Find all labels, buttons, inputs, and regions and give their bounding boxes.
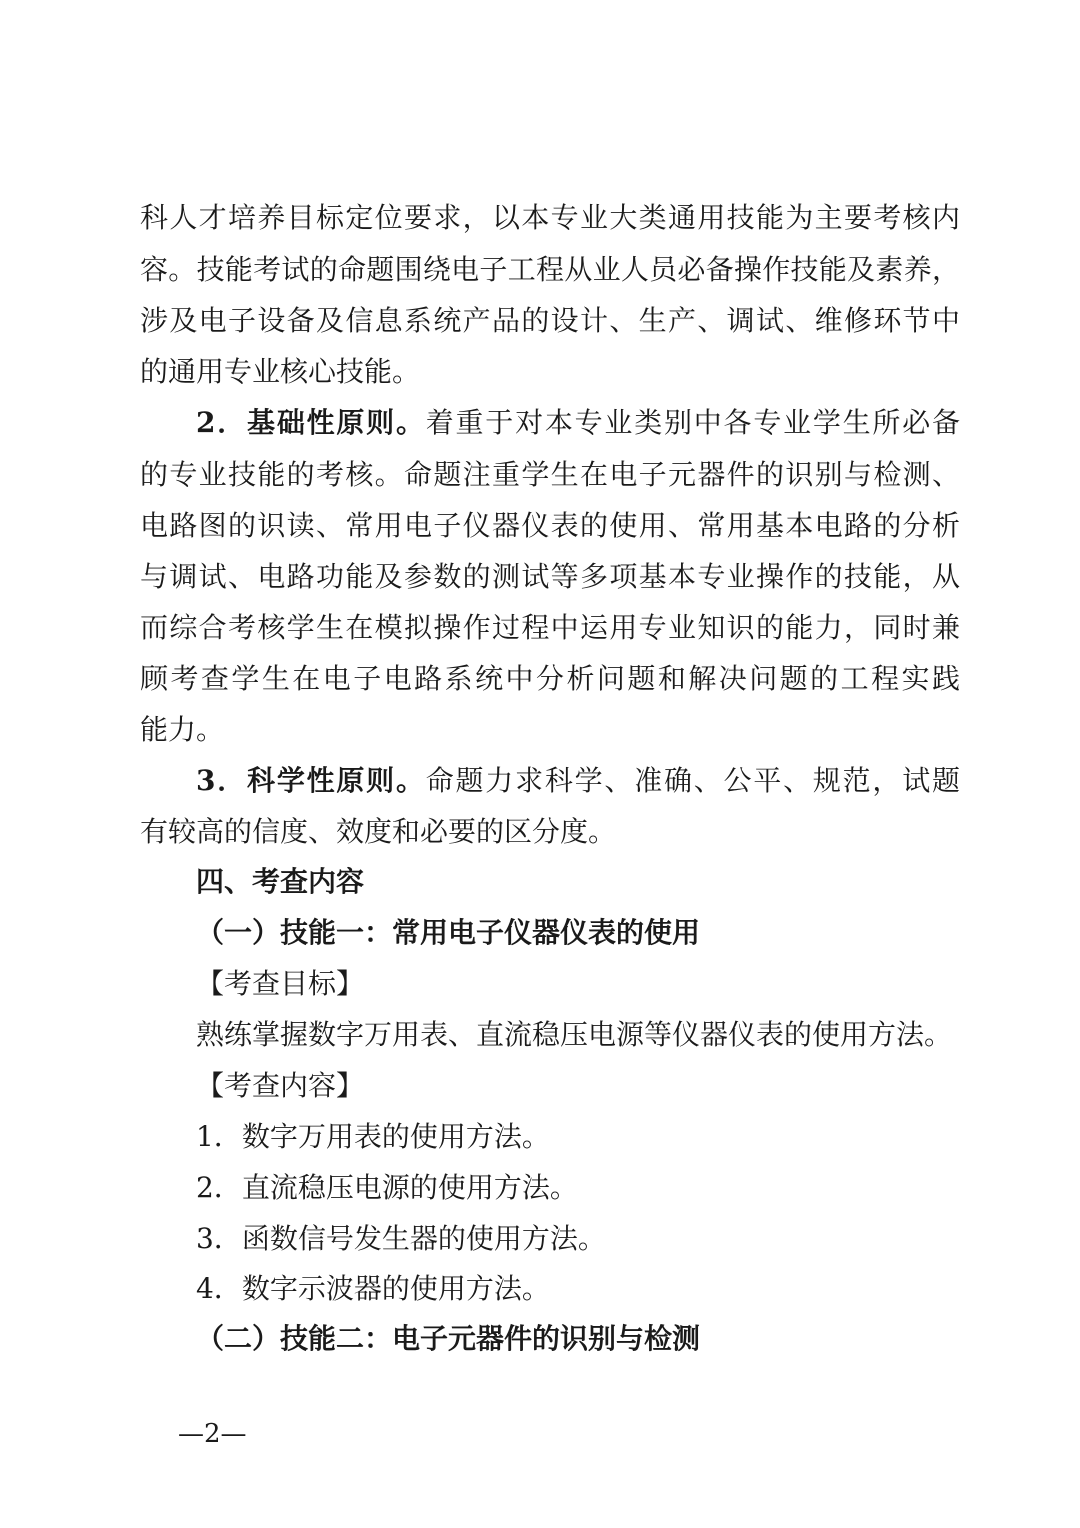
goal-text: 熟练掌握数字万用表、直流稳压电源等仪器仪表的使用方法。 bbox=[196, 1018, 953, 1051]
skill-2-title: （二）技能二：电子元器件的识别与检测 bbox=[196, 1322, 701, 1355]
paragraph-line: 的专业技能的考核。命题注重学生在电子元器件的识别与检测、 bbox=[140, 458, 960, 491]
content-item: 4．数字示波器的使用方法。 bbox=[196, 1272, 550, 1305]
content-item: 2．直流稳压电源的使用方法。 bbox=[196, 1171, 578, 1204]
content-item: 1．数字万用表的使用方法。 bbox=[196, 1120, 550, 1153]
paragraph-line: 而综合考核学生在模拟操作过程中运用专业知识的能力，同时兼 bbox=[140, 611, 960, 644]
principle-2-text: 着重于对本专业类别中各专业学生所必备 bbox=[425, 406, 960, 439]
paragraph-line: 顾考查学生在电子电路系统中分析问题和解决问题的工程实践 bbox=[140, 662, 960, 695]
paragraph-line: 有较高的信度、效度和必要的区分度。 bbox=[140, 815, 617, 848]
principle-3-first-line bbox=[196, 761, 960, 801]
paragraph-line: 容。技能考试的命题围绕电子工程从业人员必备操作技能及素养， bbox=[140, 253, 960, 286]
paragraph-line: 电路图的识读、常用电子仪器仪表的使用、常用基本电路的分析 bbox=[140, 509, 960, 542]
paragraph-line: 能力。 bbox=[140, 713, 225, 746]
principle-3-heading: 3．科学性原则。 bbox=[196, 764, 426, 797]
skill-1-title: （一）技能一：常用电子仪器仪表的使用 bbox=[196, 916, 701, 949]
paragraph-line: 与调试、电路功能及参数的测试等多项基本专业操作的技能，从 bbox=[140, 560, 960, 593]
paragraph-line: 科人才培养目标定位要求，以本专业大类通用技能为主要考核内 bbox=[140, 201, 960, 234]
content-label: 【考查内容】 bbox=[196, 1069, 365, 1102]
principle-2-first-line bbox=[196, 403, 960, 443]
principle-2-heading: 2．基础性原则。 bbox=[196, 406, 426, 439]
paragraph-line: 涉及电子设备及信息系统产品的设计、生产、调试、维修环节中 bbox=[140, 304, 960, 337]
paragraph-line: 的通用专业核心技能。 bbox=[140, 355, 421, 388]
content-item: 3．函数信号发生器的使用方法。 bbox=[196, 1222, 606, 1255]
page-number: —2— bbox=[178, 1419, 247, 1449]
goal-label: 【考查目标】 bbox=[196, 967, 365, 1000]
principle-3-text: 命题力求科学、准确、公平、规范，试题 bbox=[425, 764, 960, 797]
section-4-title: 四、考查内容 bbox=[196, 865, 365, 898]
